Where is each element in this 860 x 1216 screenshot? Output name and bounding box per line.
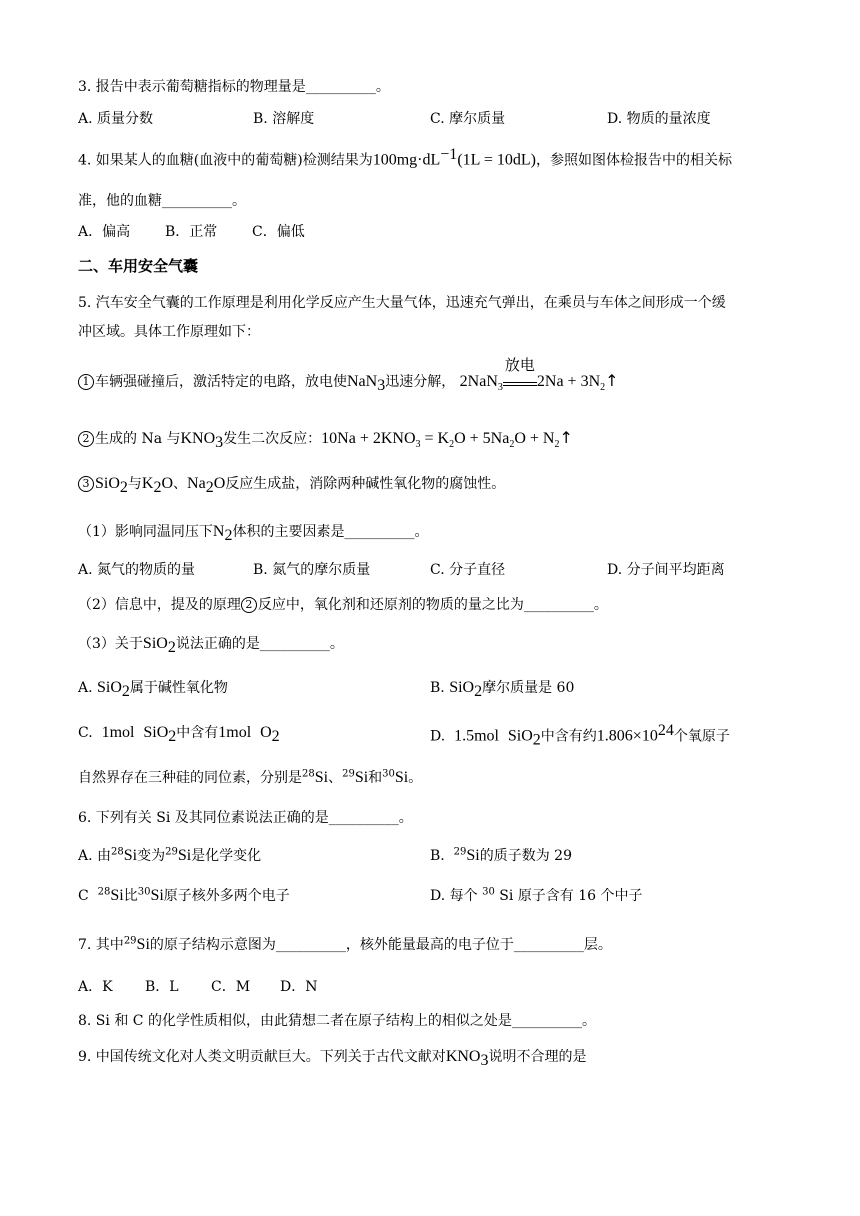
q4-option-c: C．偏低: [252, 224, 305, 240]
answer-blank: __________: [511, 1013, 582, 1029]
q3-option-b: B. 溶解度: [253, 111, 315, 127]
q5-intro-cont: 冲区域。具体工作原理如下：: [78, 324, 260, 340]
q5-intro: 5. 汽车安全气囊的工作原理是利用化学反应产生大量气体，迅速充气弹出，在乘员与车体之间形成一个缓: [78, 295, 726, 311]
up-arrow-icon: ↑: [605, 371, 619, 390]
subquestion-1: （1）影响同温同压下$N_2$体积的主要因素是__________。: [78, 523, 429, 544]
answer-blank: __________: [523, 597, 594, 613]
s3-option-a: A. SiO$_2$属于碱性氧化物: [78, 679, 228, 700]
question-8-stem: 8. Si 和 C 的化学性质相似，由此猜想二者在原子结构上的相似之处是__________。: [78, 1013, 596, 1029]
s1-option-c: C. 分子直径: [430, 562, 506, 578]
s3-option-c: C. 1mol SiO$_2$中含有1mol $O_2$: [78, 724, 280, 745]
answer-blank: __________: [275, 937, 346, 953]
question-6-stem: 6. 下列有关 Si 及其同位素说法正确的是__________。: [78, 810, 413, 826]
subquestion-3: （3）关于SiO$_2$说法正确的是__________。: [78, 635, 344, 656]
section-heading: 二、车用安全气囊: [78, 257, 199, 275]
q4-option-b: B．正常: [165, 224, 218, 240]
q7-option-d: D．N: [280, 979, 318, 995]
up-arrow-icon: ↑: [559, 428, 573, 447]
question-4-stem-cont: 准，他的血糖__________。: [78, 193, 246, 209]
principle-2: 2 生成的 Na 与$KNO_3$发生二次反应：$10Na + 2KNO_3 = K_2O + 5Na_2O$ + $N_2↑$: [78, 428, 573, 452]
answer-blank: __________: [259, 636, 330, 652]
s3-option-d: D. 1.5mol SiO$_2$中含有约$1.806\times 10^{24}$个氧原子: [430, 722, 730, 749]
answer-blank: __________: [305, 79, 376, 95]
principle-1: 1 车辆强碰撞后，激活特定的电路，放电使NaN$_3$迅速分解， 2NaN$_3$ 放电 $2Na + 3N_2↑$: [78, 371, 619, 395]
s1-option-b: B. 氮气的摩尔质量: [253, 562, 371, 578]
q6-option-b: B. $^{29}$Si的质子数为 29: [430, 846, 572, 864]
q3-option-a: A. 质量分数: [78, 111, 154, 127]
s1-option-d: D. 分子间平均距离: [607, 562, 725, 578]
reaction-condition: 放电: [503, 374, 537, 386]
q3-option-c: C. 摩尔质量: [430, 111, 506, 127]
answer-blank: __________: [162, 193, 232, 209]
q6-option-a: A. 由$^{28}$Si变为$^{29}$Si是化学变化: [78, 846, 262, 864]
principle-3: 3 SiO$_2$与$K_2O$、$Na_2O$反应生成盐，消除两种碱性氧化物的腐蚀性。: [78, 473, 505, 497]
isotopes-intro: 自然界存在三种硅的同位素，分别是$^{28}$Si、$^{29}$Si和$^{30}$Si。: [78, 768, 423, 786]
circled-number: 2: [241, 597, 257, 613]
equation-1: 2NaN$_3$ 放电 $2Na + 3N_2↑$: [459, 356, 619, 394]
q4-option-a: A．偏高: [78, 224, 131, 240]
subquestion-2: （2）信息中，提及的原理 2 反应中，氧化剂和还原剂的物质的量之比为__________。: [78, 597, 608, 613]
q6-option-c: C $^{28}$Si比$^{30}$Si原子核外多两个电子: [78, 886, 290, 904]
question-3-stem: 3. 报告中表示葡萄糖指标的物理量是__________。: [78, 79, 390, 95]
answer-blank: __________: [344, 524, 415, 540]
q6-option-d: D. 每个 $^{30}$ Si 原子含有 16 个中子: [430, 886, 643, 904]
question-4-stem: 4. 如果某人的血糖(血液中的葡萄糖)检测结果为$100mg\cdot dL^{-1}(1L = 10dL)$，参照如图体检报告中的相关标: [78, 146, 732, 169]
circled-number: 2: [78, 431, 94, 447]
q7-option-a: A．K: [78, 979, 113, 995]
answer-blank: __________: [328, 810, 399, 826]
equation-2: $10Na + 2KNO_3 = K_2O + 5Na_2O$ + $N_2↑$: [321, 428, 573, 451]
q7-option-b: B．L: [145, 979, 179, 995]
s3-option-b: B. SiO$_2$摩尔质量是 60: [430, 679, 575, 700]
circled-number: 3: [78, 476, 94, 492]
q3-option-d: D. 物质的量浓度: [607, 111, 711, 127]
s1-option-a: A. 氮气的物质的量: [78, 562, 196, 578]
circled-number: 1: [78, 374, 94, 390]
question-7-stem: 7. 其中$^{29}$Si的原子结构示意图为__________，核外能量最高的电子位于__________层。: [78, 935, 612, 953]
answer-blank: __________: [513, 937, 584, 953]
question-9-stem: 9. 中国传统文化对人类文明贡献巨大。下列关于古代文献对$KNO_3$说明不合理的是: [78, 1048, 587, 1069]
q7-option-c: C．M: [211, 979, 251, 995]
